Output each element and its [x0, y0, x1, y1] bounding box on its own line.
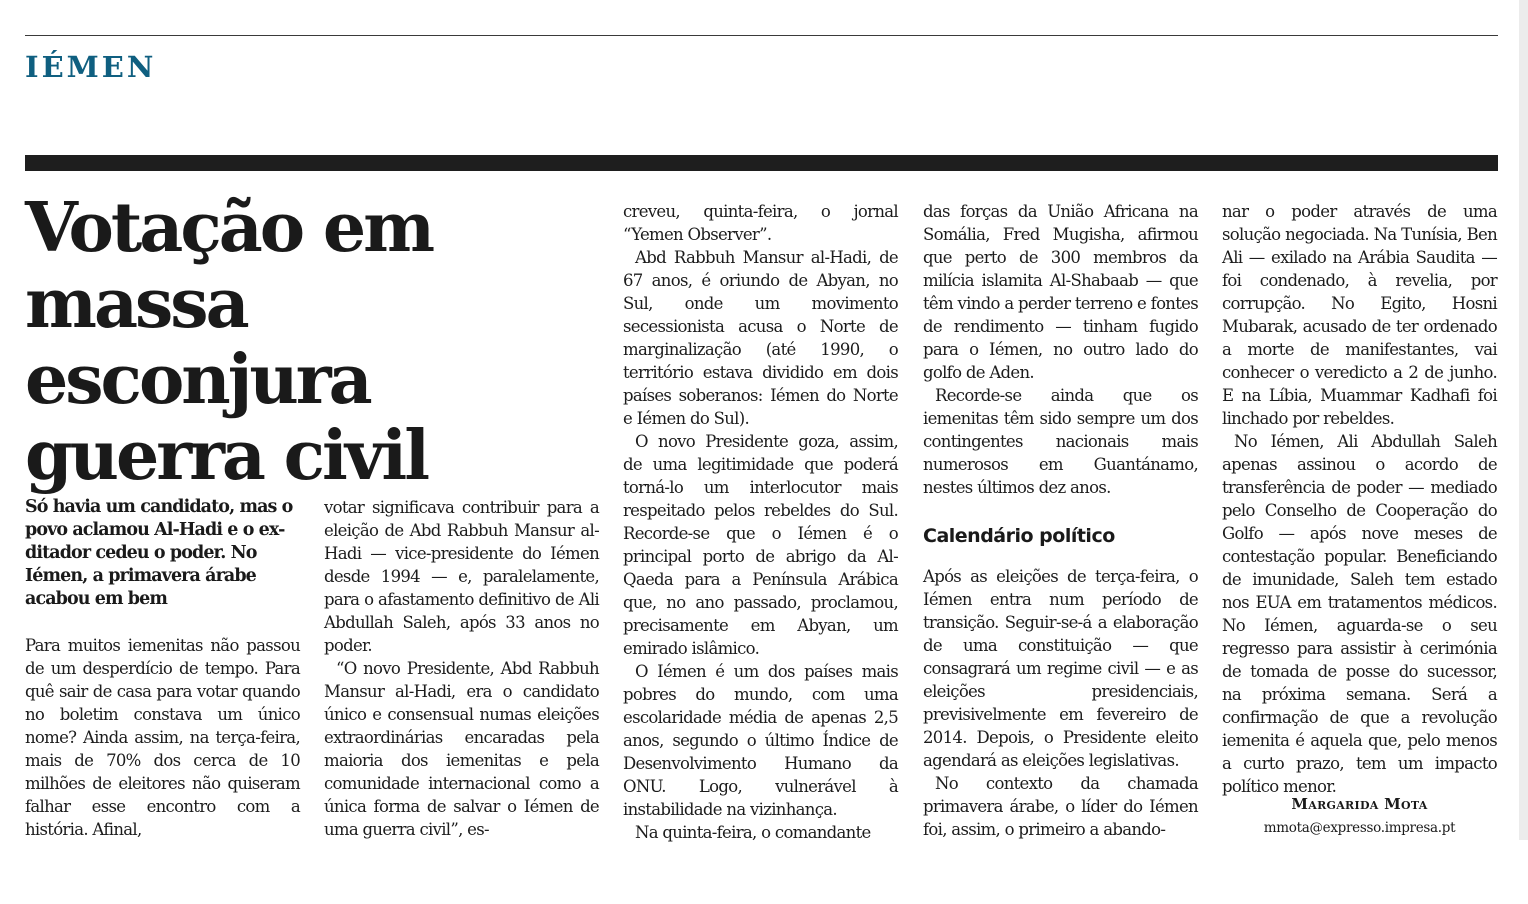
paragraph: O Iémen é um dos países mais pobres do mundo, com uma escolaridade média de apenas 2,5 anos, segundo o último Índice de Desenvolvimento Humano da ONU. Logo, vulnerável à instabilidade na vizinhança. [623, 662, 898, 819]
author-email: mmota@expresso.impresa.pt [1263, 820, 1456, 836]
column-4-bottom [923, 565, 1198, 841]
paragraph: No Iémen, Ali Abdullah Saleh apenas assinou o acordo de transferência de poder — mediado pelo Conselho de Cooperação do Golfo — após nove meses de contestação popular. Beneficiando de imunidade, Saleh tem estado nos EUA em tratamentos médicos. No Iémen, aguarda-se o seu regresso para assistir à cerimónia de tomada de posse do sucessor, na próxima semana. Será a confirmação de que a revolução iemenita é aquela que, pelo menos a curto prazo, tem um impacto político menor. [1222, 432, 1497, 796]
paragraph: Recorde-se ainda que os iemenitas têm sido sempre um dos contingentes nacionais mais numerosos em Guantánamo, nestes últimos dez anos. [923, 386, 1198, 497]
lede: Só havia um candidato, mas o povo aclamou Al-Hadi e o ex-ditador cedeu o poder. No Iémen, a primavera árabe acabou em bem [25, 497, 293, 609]
column-4-top [923, 200, 1198, 499]
paragraph: Após as eleições de terça-feira, o Iémen entra num período de transição. Seguir-se-á a elaboração de uma constituição — que consagrará um regime civil — e as eleições presidenciais, previsivelmente em fevereiro de 2014. Depois, o Presidente eleito agendará as eleições legislativas. [923, 567, 1198, 770]
paragraph: das forças da União Africana na Somália, Fred Mugisha, afirmou que perto de 300 membros da milícia islamita Al-Shabaab — que têm vindo a perder terreno e fontes de rendimento — tinham fugido para o Iémen, no outro lado do golfo de Aden. [923, 202, 1198, 382]
paragraph: votar significava contribuir para a eleição de Abd Rabbuh Mansur al-Hadi — vice-presidente do Iémen desde 1994 — e, paralelamente, para o afastamento definitivo de Ali Abdullah Saleh, após 33 anos no poder. [324, 498, 599, 655]
paragraph: creveu, quinta-feira, o jornal “Yemen Observer”. [623, 202, 898, 244]
column-1 [25, 634, 300, 841]
paragraph: “O novo Presidente, Abd Rabbuh Mansur al-Hadi, era o candidato único e consensual numas eleições extraordinárias encaradas pela maioria dos iemenitas e pela comunidade internacional como a única forma de salvar o Iémen de uma guerra civil”, es- [324, 659, 599, 839]
paragraph: No contexto da chamada primavera árabe, o líder do Iémen foi, assim, o primeiro a abando- [923, 774, 1198, 839]
top-rule [25, 35, 1498, 36]
author-byline: Margarida Mota [1291, 795, 1428, 813]
paragraph: nar o poder através de uma solução negociada. Na Tunísia, Ben Ali — exilado na Arábia Saudita — foi condenado, à revelia, por corrupção. No Egito, Hosni Mubarak, acusado de ter ordenado a morte de manifestantes, vai conhecer o veredicto a 2 de junho. E na Líbia, Muammar Kadhafi foi linchado por rebeldes. [1222, 202, 1497, 428]
paragraph: Na quinta-feira, o comandante [635, 823, 871, 842]
paragraph: Para muitos iemenitas não passou de um desperdício de tempo. Para quê sair de casa para votar quando no boletim constava um único nome? Ainda assim, na terça-feira, mais de 70% dos cerca de 10 milhões de eleitores não quiseram falhar esse encontro com a história. Afinal, [25, 636, 300, 839]
page-edge [1519, 0, 1528, 840]
paragraph: Abd Rabbuh Mansur al-Hadi, de 67 anos, é oriundo de Abyan, no Sul, onde um movimento secessionista acusa o Norte de marginalização (até 1990, o território estava dividido em dois países soberanos: Iémen do Norte e Iémen do Sul). [623, 248, 898, 428]
headline-rule [25, 155, 1498, 171]
paragraph: O novo Presidente goza, assim, de uma legitimidade que poderá torná-lo um interlocutor mais respeitado pelos rebeldes do Sul. Recorde-se que o Iémen é o principal porto de abrigo da Al-Qaeda para a Península Arábica que, no ano passado, proclamou, precisamente em Abyan, um emirado islâmico. [623, 432, 898, 658]
section-label: IÉMEN [25, 50, 157, 84]
column-5 [1222, 200, 1497, 798]
column-3 [623, 200, 898, 844]
headline: Votação em massa esconjura guerra civil [25, 188, 433, 496]
column-2 [324, 496, 599, 841]
subheading: Calendário político [923, 525, 1115, 547]
